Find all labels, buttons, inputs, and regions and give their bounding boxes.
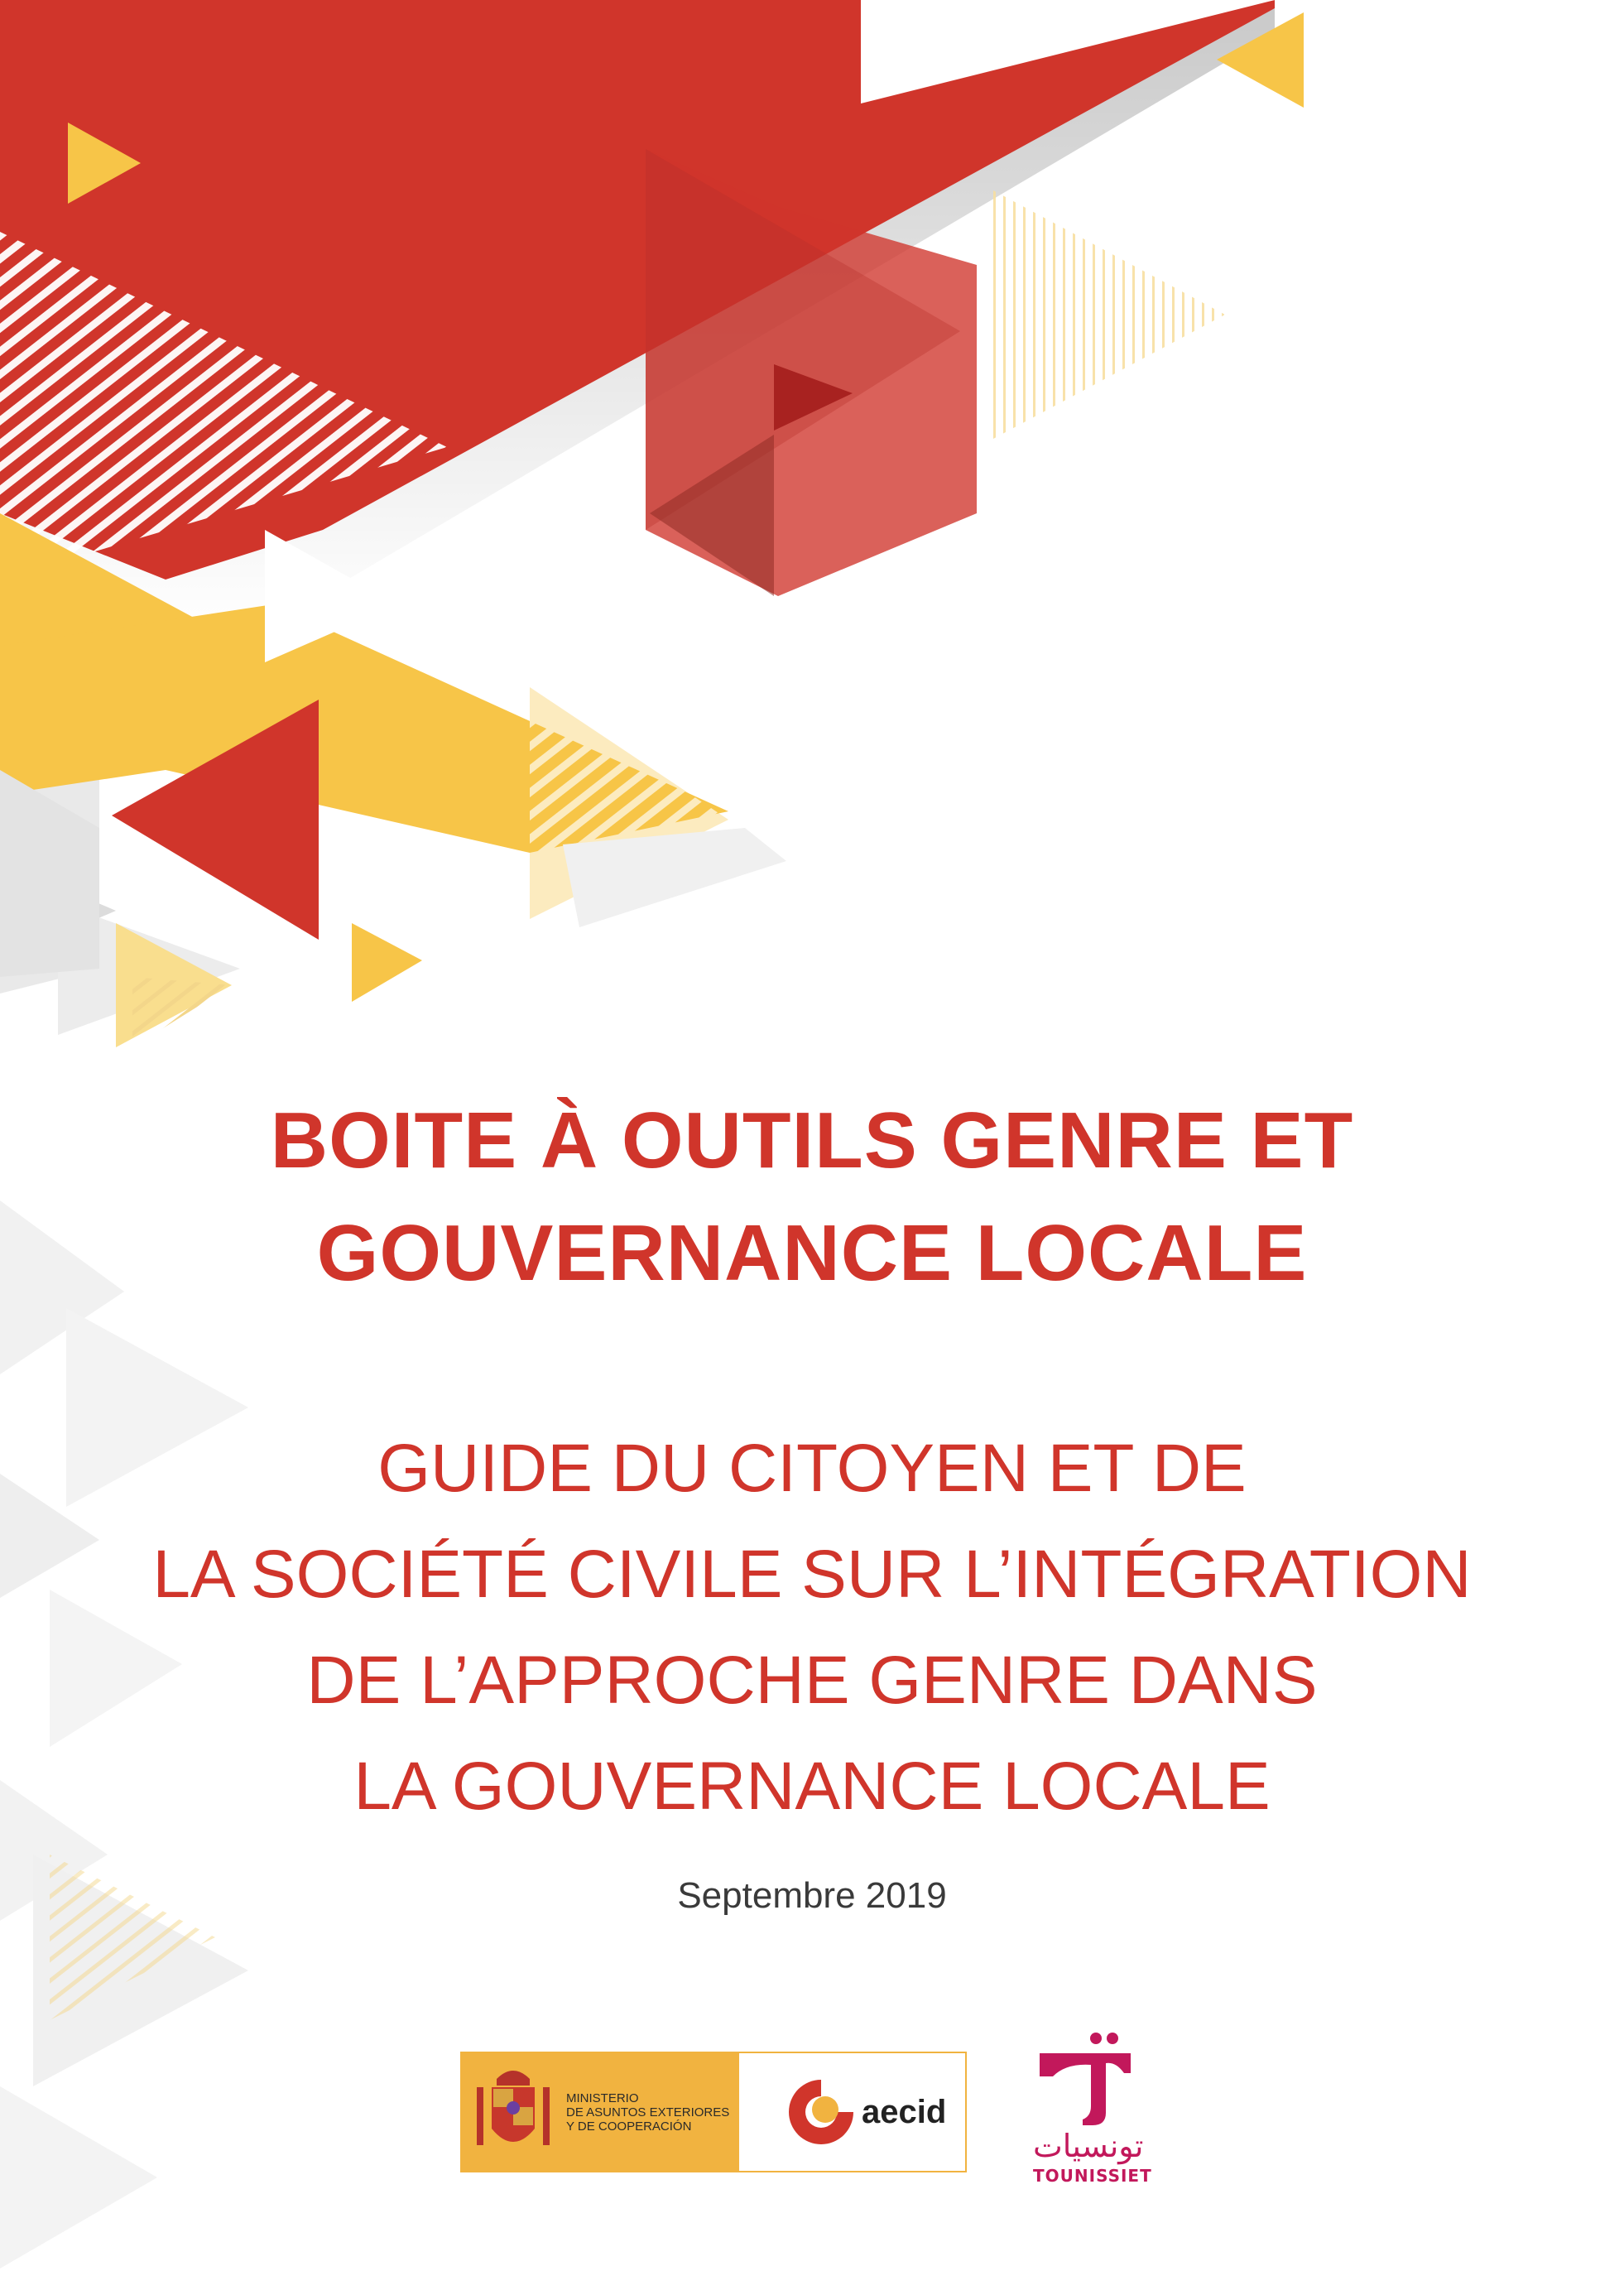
aecid-label: aecid — [862, 2093, 947, 2130]
main-title-line: GOUVERNANCE LOCALE — [316, 1209, 1308, 1297]
aecid-logo — [739, 2053, 965, 2171]
subtitle-line: LA GOUVERNANCE LOCALE — [353, 1749, 1271, 1824]
ministry-line: Y DE COOPERACIÓN — [566, 2119, 692, 2134]
subtitle — [0, 1416, 1624, 1840]
main-title-line: BOITE À OUTILS GENRE ET — [270, 1096, 1354, 1185]
tounissiet-arabic-name: تونسيات — [1033, 2128, 1144, 2164]
ministry-name — [566, 2091, 729, 2134]
aecid-c-icon — [786, 2076, 857, 2148]
ministry-line: MINISTERIO — [566, 2091, 639, 2105]
yellow-triangle — [352, 923, 422, 1002]
main-title — [0, 1085, 1624, 1310]
subtitle-line: LA SOCIÉTÉ CIVILE SUR L’INTÉGRATION — [152, 1537, 1472, 1612]
ministry-logo — [462, 2053, 739, 2171]
ministry-aecid-logo — [460, 2052, 967, 2172]
tounissiet-t-icon — [1033, 2030, 1141, 2129]
tounissiet-latin-name: TOUNISSIET — [1033, 2166, 1152, 2186]
publication-date: Septembre 2019 — [677, 1875, 947, 1916]
tounissiet-logo — [1033, 2030, 1152, 2187]
subtitle-line: DE L’APPROCHE GENRE DANS — [306, 1643, 1318, 1718]
ministry-line: DE ASUNTOS EXTERIORES — [566, 2105, 730, 2119]
striped-triangle — [993, 190, 1225, 439]
spanish-coat-of-arms-icon — [472, 2062, 555, 2162]
gray-triangle — [563, 828, 786, 927]
striped-triangle — [132, 977, 232, 1047]
subtitle-line: GUIDE DU CITOYEN ET DE — [377, 1431, 1247, 1506]
gray-triangle — [0, 2086, 157, 2269]
